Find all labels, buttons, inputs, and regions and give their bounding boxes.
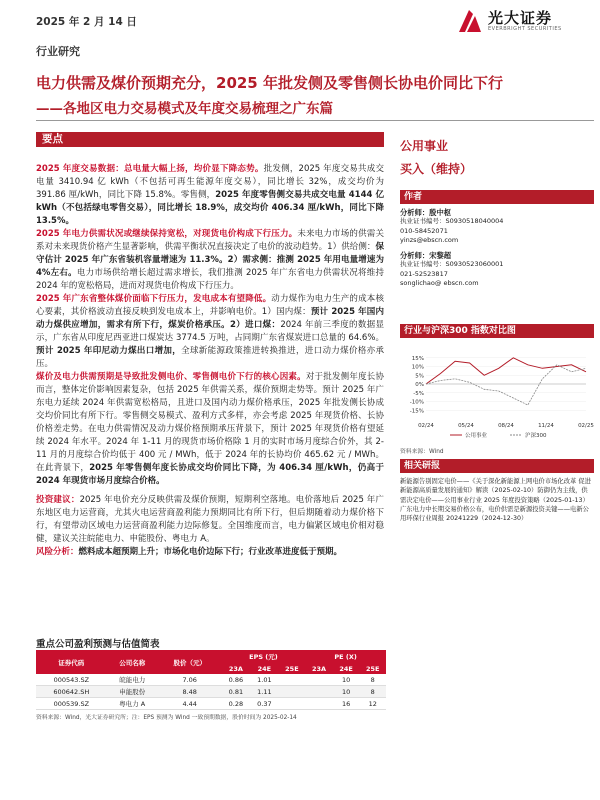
para-head: 2025 年度交易数据：总电量大幅上扬，均价显下降态势。 [36, 164, 264, 174]
col-header-eps: EPS (元) [222, 650, 306, 663]
keypoints-header-bar [36, 132, 384, 147]
cell-pe-25e: 12 [359, 698, 386, 710]
cell-code: 000539.SZ [36, 698, 107, 710]
col-header-name: 公司名称 [107, 650, 158, 674]
analyst-phone: 021-52523817 [400, 269, 448, 278]
cell-price: 7.06 [158, 674, 222, 686]
legend-label: 沪深300 [525, 433, 547, 439]
logo-subtext: EVERBRIGHT SECURITIES [488, 26, 562, 32]
y-tick-label: -15% [409, 408, 424, 415]
report-subtitle: ——各地区电力交易模式及年度交易梳理之广东篇 [36, 101, 333, 117]
cell-pe-24e: 10 [333, 674, 360, 686]
series-line-csi300 [426, 365, 586, 405]
cell-pe-23a [305, 698, 333, 710]
keypoints-label: 要点 [42, 133, 63, 145]
para-text: 全球新能源政策推进转换推进，进口动力煤价格亦承压。 [36, 346, 384, 369]
y-tick-label: 0% [415, 382, 424, 388]
para-text: 动力煤作为电力生产的成本核心要素，其价格波动直接反映到发电成本上，并影响电价。1）国内煤： [36, 294, 384, 317]
para-head: 2025 年电力供需状况或继续保持宽松，对现货电价构成下行压力。 [36, 229, 298, 239]
cell-eps-23a: 0.28 [222, 698, 250, 710]
para-head: 风险分析： [36, 547, 79, 557]
x-tick-label: 05/24 [458, 423, 474, 429]
report-category: 行业研究 [36, 45, 80, 58]
cell-code: 600642.SH [36, 686, 107, 698]
chart-label: 行业与沪深300 指数对比图 [404, 326, 516, 336]
para-bold: 2025 年度零售侧交易共成交电量 4144 亿 kWh（不包括绿电零售交易），同比增长 18.9%，成交均价 406.34 厘/kWh，同比下降 13.5%。 [36, 190, 384, 226]
table-row [36, 686, 386, 698]
cell-price: 8.48 [158, 686, 222, 698]
cell-code: 000543.SZ [36, 674, 107, 686]
paragraph-supply-demand [36, 228, 384, 293]
logo-mark-icon [455, 6, 485, 36]
analyst-block-2 [400, 251, 594, 288]
para-bold: 2025 年零售侧年度长协成交均价同比下降，为 406.34 厘/kWh，仍高于 2024 年现货市场月度综合价格。 [36, 463, 384, 486]
col-header-year: 24E [250, 663, 278, 674]
cell-pe-24e: 16 [333, 698, 360, 710]
para-text: 对于批发侧年度长协而言，整体定价影响因素复杂，包括 2025 年供需关系，煤价预期走势等。预计 2025 年广东电力延续 2024 年供需宽松格局，且进口及国内动力煤价格承压，2025 年批发侧长协成交均价同比有所下行。零售侧交易模式、盈利方式多样，亦会考虑 2025 年现货价格、长协价格差走势。在电力供需情况及动力煤价格预期承压背景下，预计 2025 年现货价格有望延续 2024 年水平。2024 年 1-11 月的现货市场价格除 1 月的实时市场月度综合价外，其 2-11 月的月度综合价均低于 400 元 / MWh，低于 2024 年的长协均价 465.62 元 / MWh。在此背景下， [36, 372, 384, 473]
y-tick-label: -10% [409, 399, 424, 406]
related-reports[interactable]: 新能源告别固定电价——《关于深化新能源上网电价市场化改革 促进新能源高质量发展的通知》解读（2025-02-10）防御仍为主线，供需决定电价——公用事业行业 2025 年度投资策略（2025-01-13）广东电力中长期交易价格公布，电价供需是新源投资关键——电新公用环保行业周报 20241229（2024-12-30） [400, 478, 591, 523]
cell-name: 申能股份 [107, 686, 158, 698]
authors-header-bar [400, 190, 594, 204]
report-date: 2025 年 2 月 14 日 [36, 16, 137, 28]
para-head: 投资建议： [36, 495, 80, 505]
col-header-year: 24E [333, 663, 360, 674]
analyst-cert: 执业证书编号：S0930523060001 [400, 260, 504, 269]
paragraph-coal-price [36, 293, 384, 371]
rating: 买入（维持） [400, 162, 473, 176]
cell-eps-25e [279, 686, 306, 698]
authors-label: 作者 [404, 192, 423, 202]
table-row [36, 698, 386, 710]
para-bold: 预计 2025 年国内动力煤供应增加，需求有所下行，煤炭价格承压。2）进口煤： [36, 307, 384, 330]
x-tick-label: 11/24 [538, 423, 554, 429]
table-source: 资料来源：Wind，光大证券研究所；注：EPS 预测为 Wind 一致预期数据，股价时间为 2025-02-14 [36, 715, 297, 721]
chart-source: 资料来源：Wind [400, 449, 444, 455]
series-line-utilities [426, 358, 586, 384]
legend-label: 公用事业 [465, 433, 488, 439]
col-header-code: 证券代码 [36, 650, 107, 674]
related-label: 相关研报 [404, 461, 441, 471]
analyst-email[interactable]: yinzs@ebscn.com [400, 235, 459, 244]
para-head: 煤价及电力供需预期是导致批发侧电价、零售侧电价下行的核心因素。 [36, 372, 306, 382]
y-tick-label: 15% [411, 355, 424, 362]
para-text: 2025 年电价充分反映供需及煤价预期，短期利空落地。电价落地后 2025 年广东地区电力运营商，尤其火电运营商盈利能力预期同比有所下行，但后期随着动力煤价格下行，有望带动区域电力运营商盈利能力边际修复。全国维度而言，电力偏紧区域电价相对稳健，建议关注皖能电力、申能股份、粤电力 A。 [36, 495, 384, 544]
para-bold: 预计 2025 年印尼动力煤出口增加， [36, 346, 182, 356]
cell-name: 皖能电力 [107, 674, 158, 686]
cell-pe-25e: 8 [359, 674, 386, 686]
cell-name: 粤电力 A [107, 698, 158, 710]
cell-eps-23a: 0.81 [222, 686, 250, 698]
cell-eps-25e [279, 698, 306, 710]
x-tick-label: 08/24 [498, 423, 514, 429]
analyst-name: 分析师：宋黎超 [400, 251, 452, 260]
cell-pe-24e: 10 [333, 686, 360, 698]
keypoints-body [36, 163, 384, 559]
para-bold: 保守估计 2025 年广东省装机容量增速为 11.3%。2）需求侧：推测 2025 年用电量增速为 4%左右。 [36, 242, 384, 278]
cell-eps-24e: 0.37 [250, 698, 278, 710]
cell-price: 4.44 [158, 698, 222, 710]
x-tick-label: 02/24 [418, 423, 434, 429]
analyst-cert: 执业证书编号：S0930518040004 [400, 217, 504, 226]
col-header-year: 23A [222, 663, 250, 674]
cell-eps-25e [279, 674, 306, 686]
col-header-year: 25E [359, 663, 386, 674]
para-text: 2024 年前三季度的数据显示，广东省从印度尼西亚进口煤炭达 3774.5 万吨，占同期广东省煤炭进口总量的 64.6%。 [36, 320, 385, 343]
para-head: 2025 年广东省整体煤价面临下行压力，发电成本有望降低。 [36, 294, 272, 304]
paragraph-investment [36, 494, 384, 546]
paragraph-trading-data [36, 163, 384, 228]
y-tick-label: -5% [413, 390, 424, 397]
cell-eps-24e: 1.01 [250, 674, 278, 686]
analyst-name: 分析师：殷中枢 [400, 208, 452, 217]
table-row [36, 674, 386, 686]
index-comparison-chart [400, 345, 594, 440]
cell-eps-23a: 0.86 [222, 674, 250, 686]
cell-pe-25e: 8 [359, 686, 386, 698]
cell-pe-23a [305, 674, 333, 686]
title-divider [36, 120, 594, 121]
paragraph-risk [36, 546, 384, 559]
col-header-price: 股价（元） [158, 650, 222, 674]
logo-text: 光大证券 [488, 9, 553, 27]
analyst-phone: 010-58452071 [400, 226, 448, 235]
x-tick-label: 02/25 [578, 423, 594, 429]
cell-eps-24e: 1.11 [250, 686, 278, 698]
col-header-year: 25E [279, 663, 306, 674]
col-header-year: 23A [305, 663, 333, 674]
report-title: 电力供需及煤价预期充分，2025 年批发侧及零售侧长协电价同比下行 [36, 74, 503, 92]
para-bold: 燃料成本超预期上升；市场化电价边际下行；行业改革进度低于预期。 [78, 547, 343, 557]
valuation-table [36, 650, 386, 710]
table-title: 重点公司盈利预测与估值简表 [36, 639, 160, 650]
paragraph-core-factors [36, 371, 384, 488]
para-text: 批发侧，2025 年度交易共成交电量 3410.94 亿 kWh（不包括可再生能源年度交易），同比增长 32%，成交均价为 391.86 厘/kWh，同比下降 15.8%。零售侧， [36, 164, 384, 200]
y-tick-label: 5% [415, 373, 424, 380]
para-text: 电力市场供给增长超过需求增长，我们推测 2025 年广东省电力供需状况将维持 2024 年的宽松格局，进而对现货电价构成下行压力。 [36, 268, 384, 291]
y-tick-label: 10% [411, 364, 424, 371]
sector-name: 公用事业 [400, 139, 449, 153]
analyst-block-1 [400, 208, 594, 245]
para-text: 未来电力市场的供需关系对未来现货价格产生显著影响，供需平衡状况直接决定了电价的波动趋势。1）供给侧： [36, 229, 384, 252]
analyst-email[interactable]: songlichao@ ebscn.com [400, 278, 479, 287]
col-header-pe: PE (X) [305, 650, 386, 663]
cell-pe-23a [305, 686, 333, 698]
